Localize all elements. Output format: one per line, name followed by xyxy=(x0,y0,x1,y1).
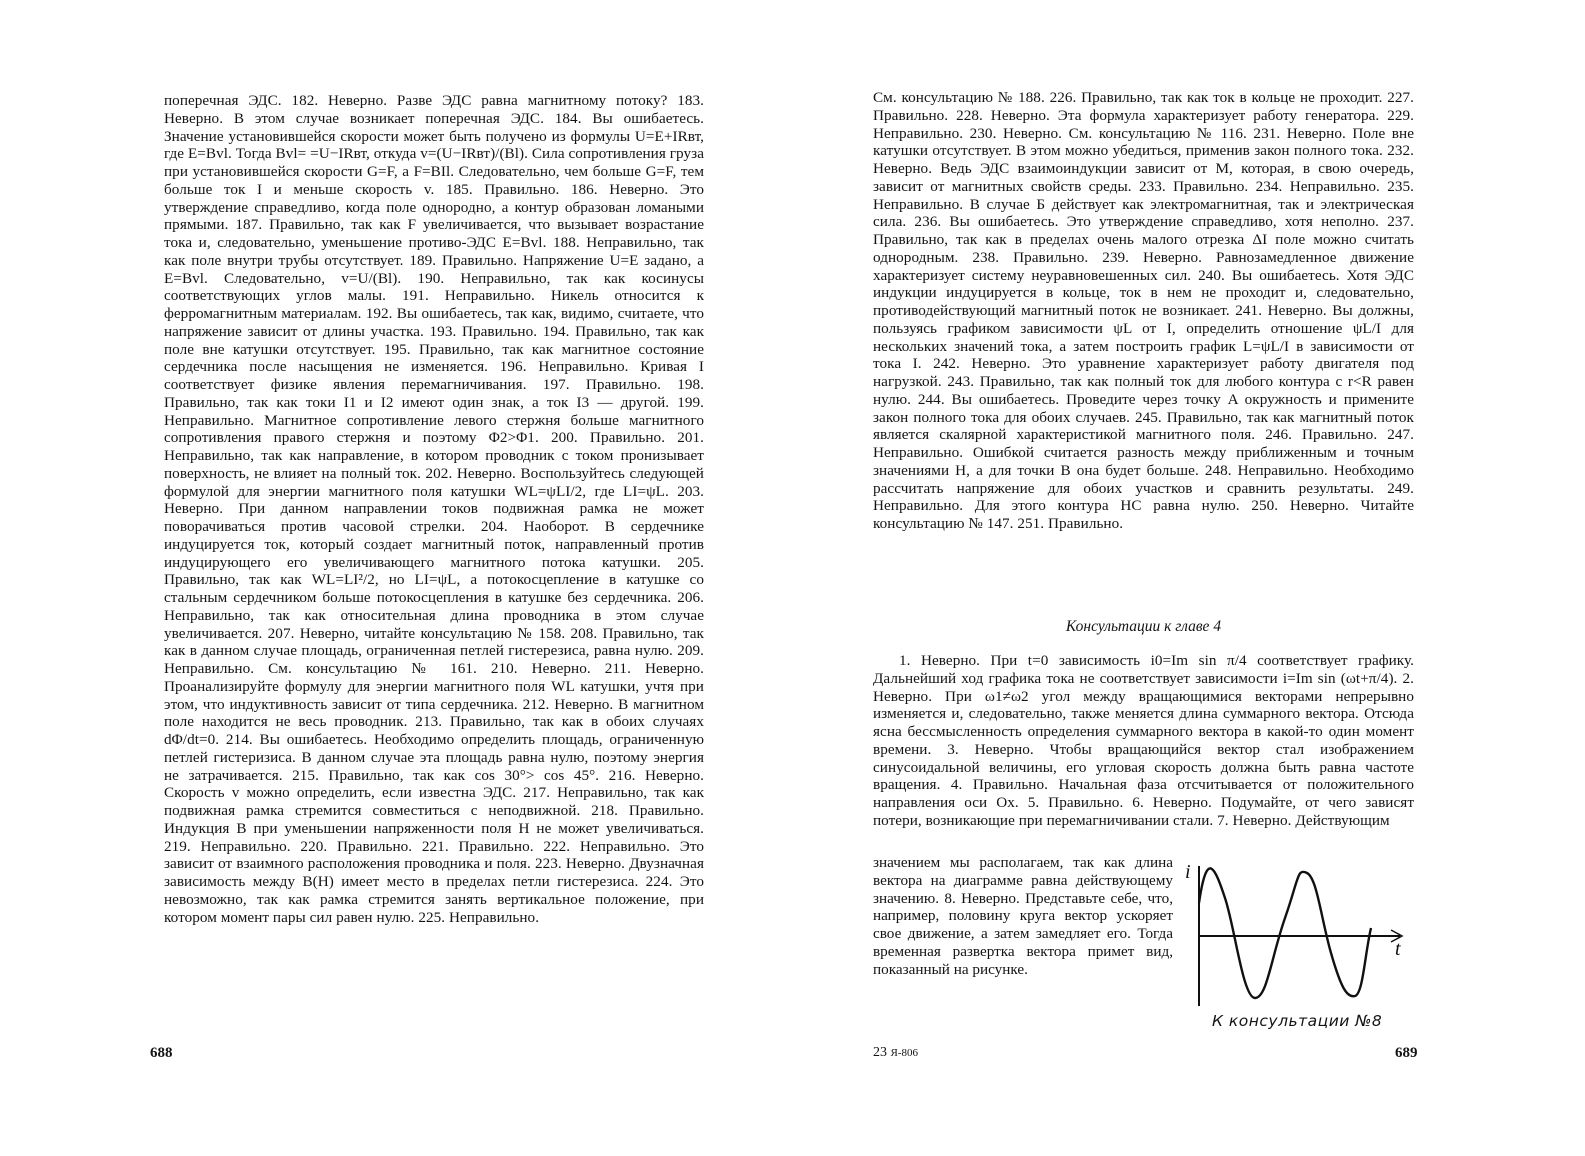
chapter-text-block xyxy=(873,652,1414,830)
sine-curve xyxy=(1199,868,1371,998)
wrap-text-block xyxy=(873,854,1173,978)
sine-figure xyxy=(1185,858,1415,1038)
right-body: См. консультацию № 188. 226. Правильно, так как ток в кольце не проходит. 227. Правильно. 228. Неверно. Эта формула характеризует работу генератора. 229. Неправильно. 230. Неверно. См. консультацию № 116. 231. Неверно. Поле вне катушки отсутствует. В этом можно убедиться, применив закон полного тока. 232. Неверно. Ведь ЭДС взаимоиндукции зависит от M, которая, в свою очередь, зависит от магнитных свойств среды. 233. Правильно. 234. Неправильно. 235. Неправильно. В случае Б действует как электромагнитная, так и электрическая сила. 236. Вы ошибаетесь. Это утверждение справедливо, хотя неполно. 237. Правильно, так как в пределах очень малого отрезка ΔI поле можно считать однородным. 238. Правильно. 239. Неверно. Равнозамедленное движение характеризует систему неуравновешенных сил. 240. Вы ошибаетесь. Хотя ЭДС индукции индуцируется в кольце, ток в нем не проходит и, следовательно, противодействующий магнитный поток не возникает. 241. Неверно. Вы должны, пользуясь графиком зависимости ψL от I, определить отношение ψL/I для нескольких значений тока, а затем построить график L=ψL/I в зависимости от тока I. 242. Неверно. Это уравнение характеризует работу двигателя под нагрузкой. 243. Правильно, так как полный ток для любого контура с r<R равен нулю. 244. Вы ошибаетесь. Проведите через точку A окружность и примените закон полного тока для обоих случаев. 245. Правильно, так как магнитный поток является скалярной характеристикой магнитного поля. 246. Правильно. 247. Неправильно. Ошибкой считается разность между приближенным и точным значениями H, а для точки B она будет больше. 248. Неправильно. Необходимо рассчитать напряжение для обоих участков и сравнить результаты. 249. Неправильно. Для этого контура НС равна нулю. 250. Неверно. Читайте консультацию № 147. 251. Правильно. xyxy=(873,89,1414,532)
wrap-body: значением мы располагаем, так как длина вектора на диаграмме равна действующему значению. 8. Неверно. Представьте себе, что, например, половину круга вектор ускоряет свое движение, а затем замедляет его. Тогда временная развертка вектора примет вид, показанный на рисунке. xyxy=(873,854,1173,978)
page-number-left: 688 xyxy=(150,1045,173,1061)
printer-signature xyxy=(873,1045,918,1061)
signature-number: 23 xyxy=(873,1045,887,1060)
y-axis-label: i xyxy=(1185,861,1191,883)
figure-caption: К консультации №8 xyxy=(1212,1012,1383,1030)
x-axis-label: t xyxy=(1395,938,1401,960)
right-page xyxy=(792,0,1585,1156)
signature-code: Я-806 xyxy=(890,1047,918,1059)
chapter-body: 1. Неверно. При t=0 зависимость i0=Im sin π/4 соответствует графику. Дальнейший ход графика тока не соответствует зависимости i=Im sin (ωt+π/4). 2. Неверно. При ω1≠ω2 угол между вращающимися векторами непрерывно изменяется и, следовательно, также меняется длина суммарного вектора. Отсюда ясна бессмысленность определения суммарного вектора в какой-то один момент времени. 3. Неверно. Чтобы вращающийся вектор стал изображением синусоидальной величины, его угловая скорость должна быть равна частоте вращения. 4. Правильно. Начальная фаза отсчитывается от положительного направления оси Ox. 5. Правильно. 6. Неверно. Подумайте, от чего зависят потери, возникающие при перемагничивании стали. 7. Неверно. Действующим xyxy=(873,652,1414,829)
page-number-right: 689 xyxy=(1395,1045,1418,1061)
left-page-text xyxy=(164,92,704,926)
left-page xyxy=(0,0,792,1156)
chapter-heading: Консультации к главе 4 xyxy=(1065,618,1222,635)
right-page-text xyxy=(873,89,1414,533)
left-body: поперечная ЭДС. 182. Неверно. Разве ЭДС равна магнитному потоку? 183. Неверно. В этом случае возникает поперечная ЭДС. 184. Вы ошибаетесь. Значение установившейся скорости может быть получено из формулы U=E+IRвт, где E=Bvl. Тогда Bvl= =U−IRвт, откуда v=(U−IRвт)/(Bl). Сила сопротивления груза при установившейся скорости G=F, а F=BIl. Следовательно, чем больше G=F, тем больше ток I и меньше скорость v. 185. Правильно. 186. Неверно. Это утверждение справедливо, когда поле однородно, а контур образован ломаными прямыми. 187. Правильно, так как F увеличивается, что вызывает возрастание тока и, следовательно, уменьшение противо-ЭДС E=Bvl. 188. Неправильно, так как поле внутри трубы отсутствует. 189. Правильно. Напряжение U=E задано, а E=Bvl. Следовательно, v=U/(Bl). 190. Неправильно, так как косинусы соответствующих углов малы. 191. Неправильно. Никель относится к ферромагнитным материалам. 192. Вы ошибаетесь, так как, видимо, считаете, что напряжение зависит от длины участка. 193. Правильно. 194. Правильно, так как поле вне катушки отсутствует. 195. Правильно, так как магнитное состояние сердечника после насыщения не изменяется. 196. Неправильно. Кривая I соответствует физике явления перемагничивания. 197. Правильно. 198. Правильно, так как токи I1 и I2 имеют один знак, а ток I3 — другой. 199. Неправильно. Магнитное сопротивление левого стержня больше магнитного сопротивления правого стержня и поэтому Φ2>Φ1. 200. Правильно. 201. Неправильно, так как направление, в котором проводник с током пронизывает поверхность, не влияет на полный ток. 202. Неверно. Воспользуйтесь следующей формулой для энергии магнитного поля катушки WL=ψLI/2, где LI=ψL. 203. Неверно. При данном направлении токов подвижная рамка не может поворачиваться против часовой стрелки. 204. Наоборот. В сердечнике индуцируется ток, который создает магнитный поток, направленный против индуцирующего его увеличивающего магнитного потока катушки. 205. Правильно, так как WL=LI²/2, но LI=ψL, а потокосцепление в катушке со стальным сердечником больше потокосцепления в катушке без сердечника. 206. Неправильно, так как относительная длина проводника в этом случае увеличивается. 207. Неверно, читайте консультацию № 158. 208. Правильно, так как в данном случае площадь, ограниченная петлей гистерезиса, равна нулю. 209. Неправильно. См. консультацию № 161. 210. Неверно. 211. Неверно. Проанализируйте формулу для энергии магнитного поля WL катушки, учтя при этом, что индуктивность зависит от типа сердечника. 212. Неверно. В магнитном поле находится не весь проводник. 213. Правильно, так как в обоих случаях dΦ/dt=0. 214. Вы ошибаетесь. Необходимо определить площадь, ограниченную петлей гистеризиса. В данном случае эта площадь равна нулю, поэтому энергия не затрачивается. 215. Правильно, так как cos 30°> cos 45°. 216. Неверно. Скорость v можно определить, если известна ЭДС. 217. Неправильно, так как подвижная рамка стремится совместиться с неподвижной. 218. Правильно. Индукция B при уменьшении напряженности поля H не может увеличиваться. 219. Неправильно. 220. Правильно. 221. Правильно. 222. Неправильно. Это зависит от взаимного расположения проводника и поля. 223. Неверно. Двузначная зависимость между B(H) имеет место в пределах петли гистерезиса. 224. Это невозможно, так как рамка стремится занять вертикальное положение, при котором момент пары сил равен нулю. 225. Неправильно. xyxy=(164,92,704,926)
